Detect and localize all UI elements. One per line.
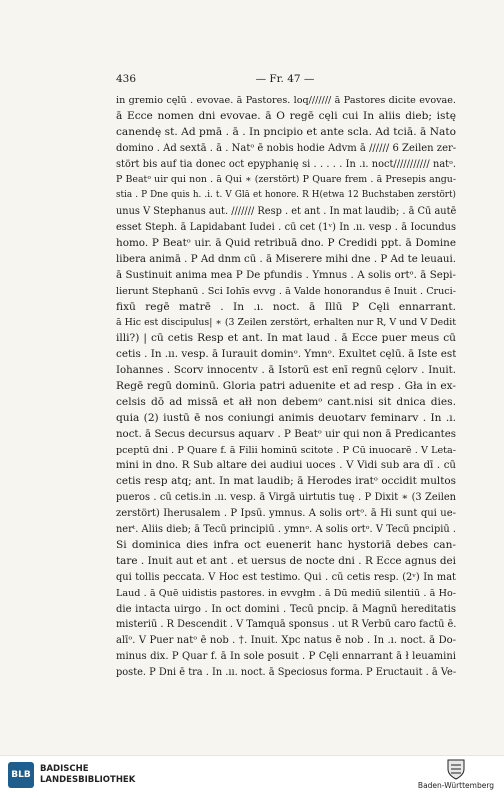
page-header [116,73,454,87]
text-line: domino . Ad sextā . ā . Natᵒ ē nobis hodie Advm ā ////// 6 Zeilen zer- [116,142,456,154]
text-line: Si dominica dies infra oct euenerit hanc hystoriā debes can- [116,538,456,551]
fragment-heading: — Fr. 47 — [255,73,315,85]
text-line: minus dix. P Quar f. ā In sole posuit . P Cęli ennarrant ā ł leuamini [116,651,456,663]
library-name [40,764,135,786]
text-line: pceptū dni . P Quare f. ā Filii hominū scitote . P Cū inuocarē . V Leta- [116,444,456,456]
text-line: ā Sustinuit anima mea P De pfundis . Ymnus . A solis ortᵒ. ā Sepi- [116,269,456,281]
text-line: poste. P Dni ē tra . In .ıı. noct. ā Speciosus forma. P Eructauit . ā Ve- [116,667,456,679]
library-name-line1: BADISCHE [40,764,89,774]
text-line: ā Hic est discipulus| ∗ (3 Zeilen zerstört, erhalten nur R, V und V Dedit [116,317,456,329]
text-line: nerᵗ. Aliis dieb; ā Tecū principiū . ymnᵒ. A solis ortᵒ. V Tecū pncipiū . [116,524,456,536]
state-logo [416,758,496,790]
text-block [116,93,456,681]
text-line: alīᵒ. V Puer natᵒ ē nob . †. Inuit. Xpc natus ē nob . In .ı. noct. ā Do- [116,635,456,647]
page-number: 436 [116,73,137,85]
text-line: cetis . In .ıı. vesp. ā Iurauit dominᵒ. Ymnᵒ. Exultet cęlū. ā Iste est [116,348,456,361]
text-line: P Beatᵒ uir qui non . ā Qui ∗ (zerstört) P Quare frem . ā Presepis angu- [116,174,456,186]
text-line: esset Steph. ā Lapidabant Iudei . cū cet (1ᵛ) In .ıı. vesp . ā Iocundus [116,222,456,234]
blb-logo-icon: BLB [8,762,34,788]
library-name-line2: LANDESBIBLIOTHEK [40,775,136,785]
text-line: misteriū . R Descendit . V Tamquā sponsus . ut R Verbū caro factū ē. [116,619,456,631]
text-line: libera animā . P Ad dnm cū . ā Miserere mihi dne . P Ad te leuaui. [116,253,456,265]
text-line: celsis dō ad missā et ałł non debemᵒ cant.nisi sit dnica dies. [116,395,456,408]
text-line: zerstört) Iherusalem . P Ipsū. ymnus. A solis ortᵒ. ā Hi sunt qui ue- [116,508,456,520]
text-line: quia (2) iustū ē nos coniungi animis deuotarv feminarv . In .ı. [116,411,456,424]
text-line: canendę st. Ad pmā . ā . In pncipio et ante scla. Ad tciā. ā Nato [116,125,456,138]
text-line: illi?) | cū cetis Resp et ant. In mat laud . ā Ecce puer meus cū [116,332,456,345]
text-line: cetis resp atq; ant. In mat laudib; ā Herodes iratᵒ occidit multos [116,475,456,488]
state-name: Baden-Württemberg [417,781,495,790]
text-line: Laud . ā Quē uidistis pastores. in evvgłm . ā Dū mediū silentiū . ā Ho- [116,587,456,599]
coat-of-arms-icon [445,758,467,780]
text-line: Regē regū dominū. Gloria patri aduenite et ad resp . Gła in ex- [116,380,456,393]
text-line: lierunt Stephanū . Sci Iohīs evvg . ā Valde honorandus ē Inuit . Cruci- [116,285,456,297]
text-line: qui tollis peccata. V Hoc est testimo. Qui . cū cetis resp. (2ᵛ) In mat [116,571,456,583]
text-line: noct. ā Secus decursus aquarv . P Beatᵒ uir qui non ā Predicantes [116,428,456,440]
text-line: homo. P Beatᵒ uir. ā Quid retribuā dno. P Credidi ppt. ā Domine [116,237,456,250]
text-line: stört bis auf tia donec oct epyphanię si . . . . . In .ı. noct/////////// natᵒ. [116,158,456,170]
text-line: in gremio cęlū . evovae. ā Pastores. loq/////// ā Pastores dicite evovae. [116,95,456,106]
text-line: fixū regē matrē . In .ı. noct. ā Illū P Cęli ennarrant. [116,300,456,313]
text-line: die intacta uirgo . In oct domini . Tecū pncip. ā Magnū hereditatis [116,603,456,615]
text-line: pueros . cū cetis.in .ıı. vesp. ā Virgā uirtutis tuę . P Dixit ∗ (3 Zeilen [116,492,456,504]
text-line: ā Ecce nomen dni evovae. ā O regē cęli cui In aliis dieb; istę [116,109,456,122]
text-line: tare . Inuit aut et ant . et uersus de nocte dni . R Ecce agnus dei [116,554,456,567]
text-line: Iohannes . Scorv innocentv . ā Istorū est enī regnū cęlorv . Inuit. [116,365,456,377]
text-line: stia . P Dne quis h. .i. t. V Glā et honore. R H(etwa 12 Buchstaben zerstört) [116,190,456,201]
text-line: unus V Stephanus aut. /////// Resp . et ant . In mat laudib; . ā Cū autē [116,206,456,218]
text-line: mini in dno. R Sub altare dei audiui uoces . V Vidi sub ara dī . cū [116,460,456,472]
footer-bar [0,755,504,796]
